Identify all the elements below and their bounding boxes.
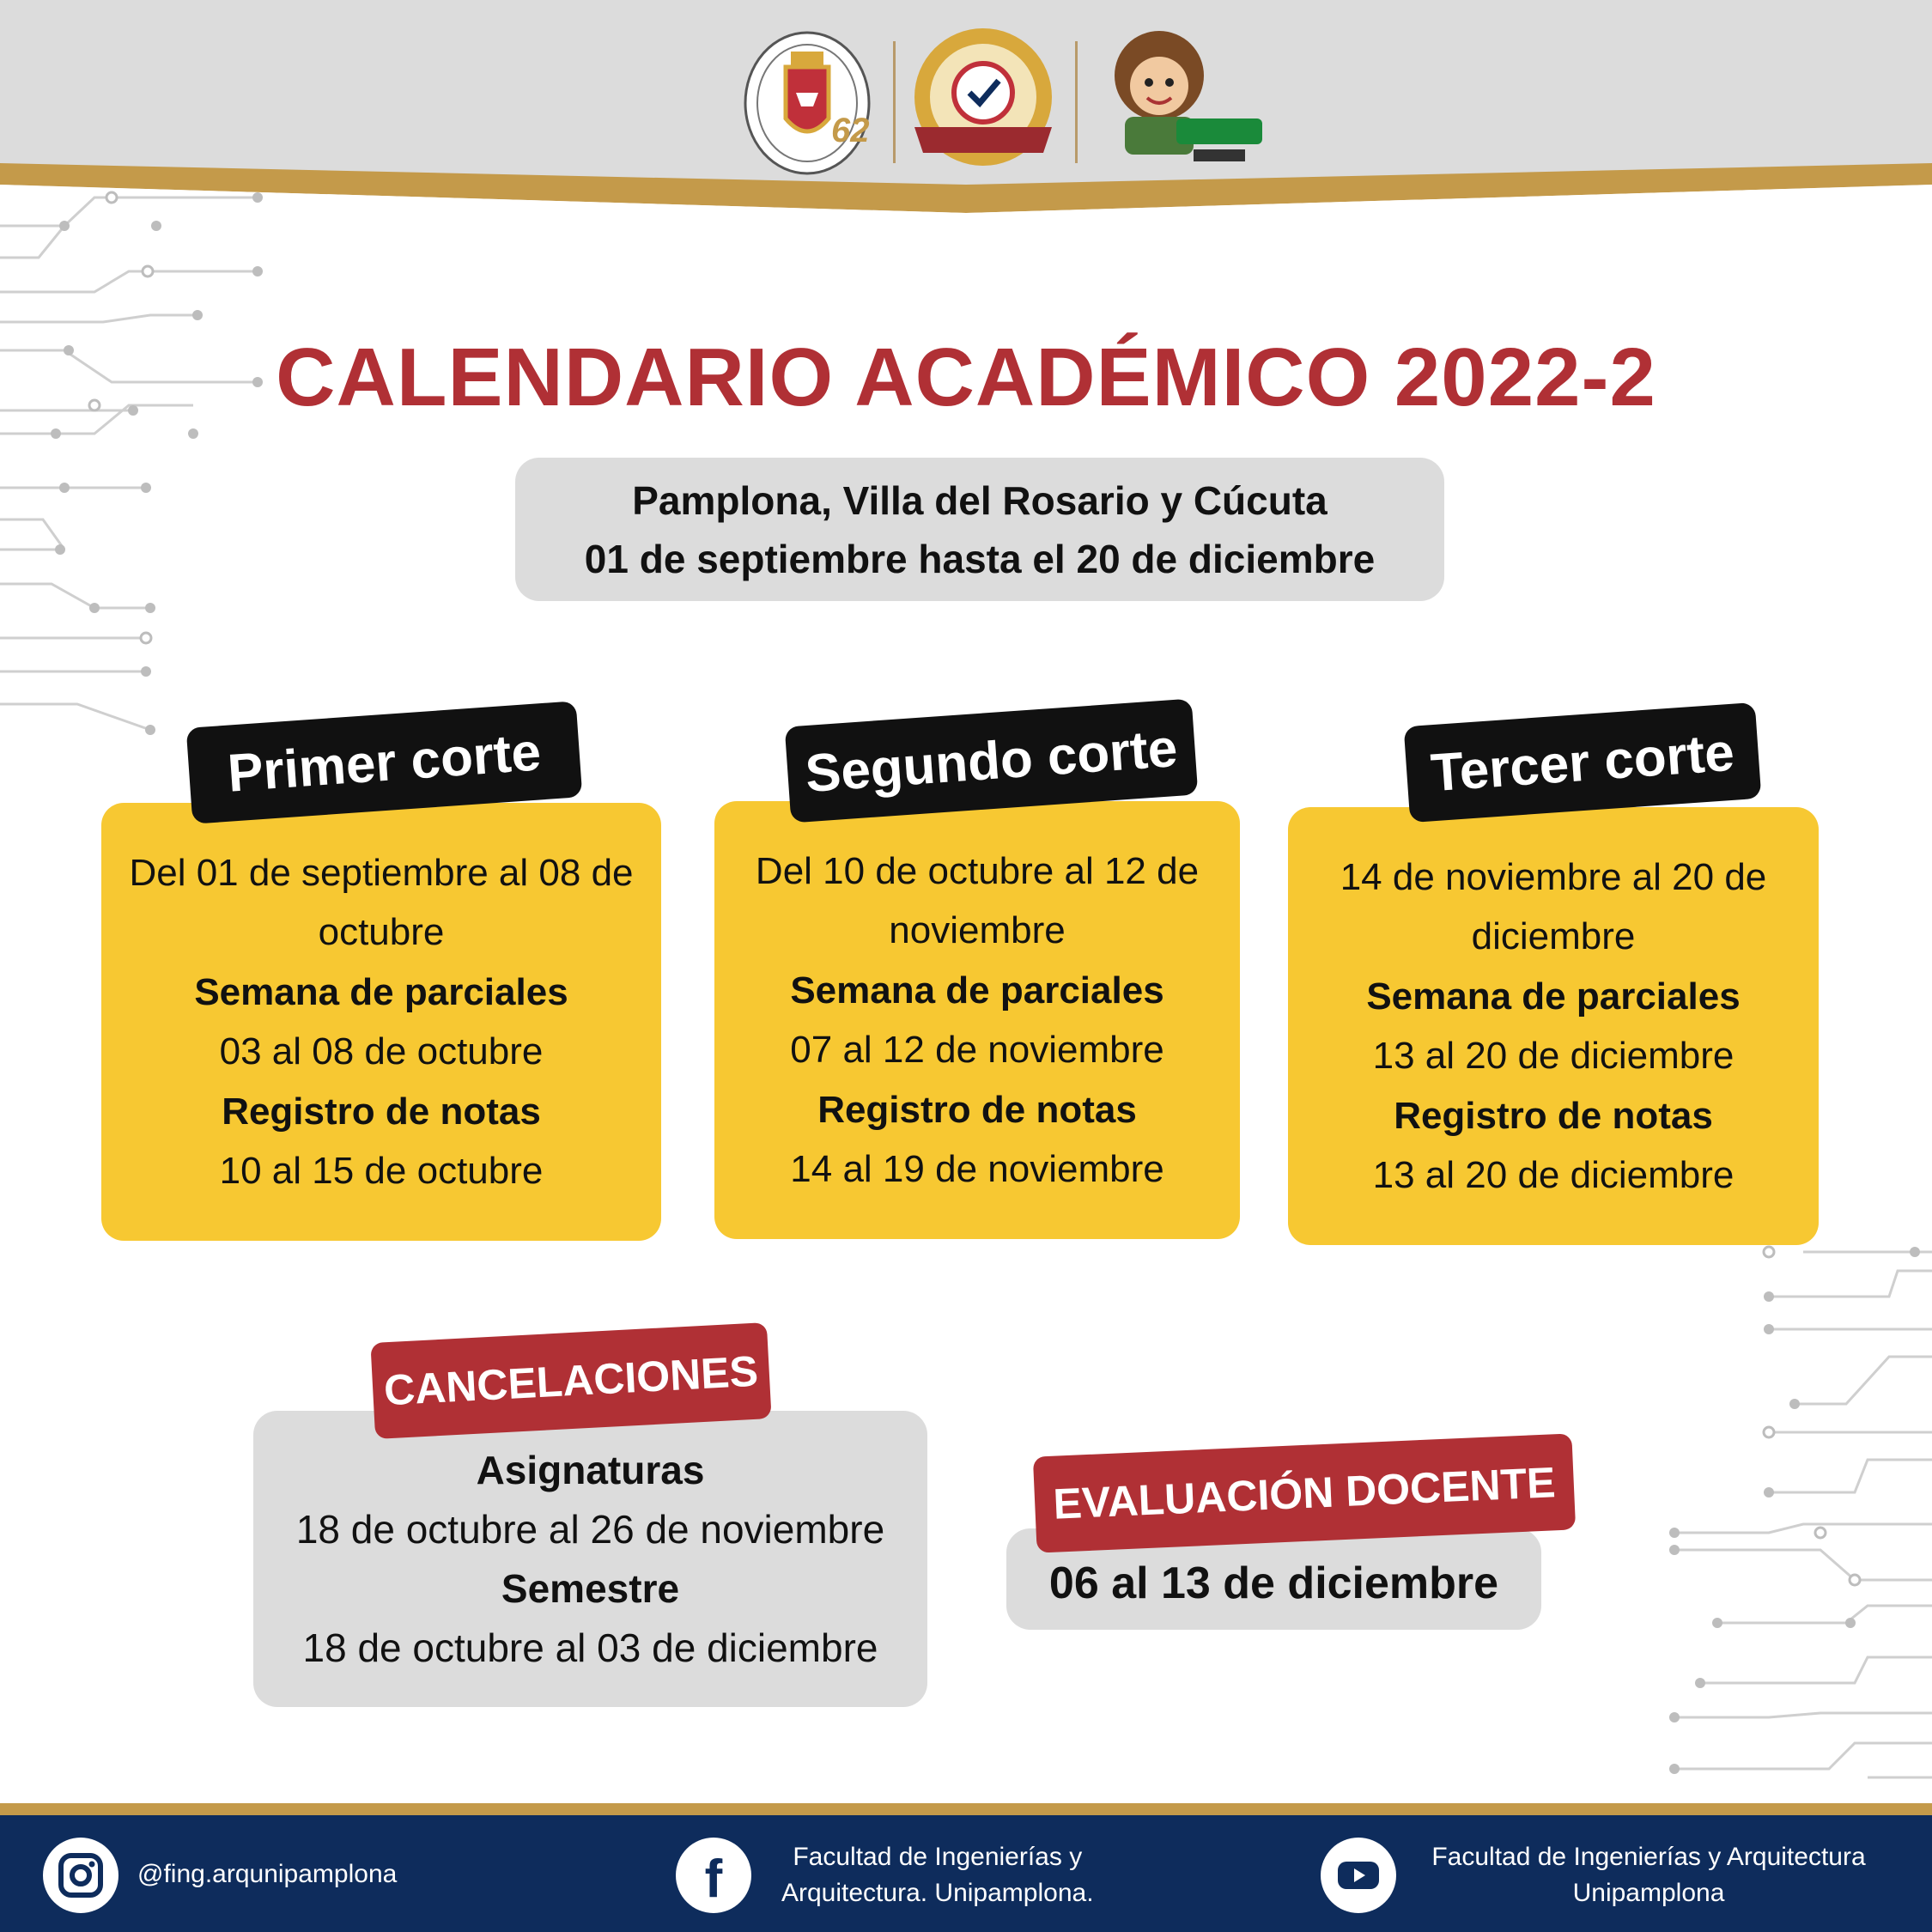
corte-tag-primer: Primer corte: [186, 701, 583, 823]
parciales-dates: 13 al 20 de diciembre: [1372, 1035, 1735, 1077]
facebook-page[interactable]: [781, 1839, 1094, 1911]
corte-range: noviembre: [889, 909, 1066, 951]
faculty-mascot-logo: [1091, 24, 1271, 179]
facebook-page-line: Facultad de Ingenierías y: [793, 1843, 1083, 1871]
corte-tag-segundo: Segundo corte: [785, 699, 1199, 823]
corte-card-tercer: [1288, 807, 1819, 1245]
instagram-icon[interactable]: [43, 1838, 118, 1913]
cancelaciones-tag: CANCELACIONES: [370, 1322, 771, 1439]
semestre-dates: 18 de octubre al 03 de diciembre: [302, 1625, 878, 1670]
campus-period-box: [515, 458, 1444, 601]
notas-dates: 13 al 20 de diciembre: [1372, 1154, 1735, 1196]
corte-card-primer: [101, 803, 661, 1241]
youtube-icon[interactable]: [1321, 1838, 1396, 1913]
youtube-channel[interactable]: [1408, 1839, 1889, 1911]
corte-range: octubre: [318, 911, 445, 953]
notas-label: Registro de notas: [817, 1088, 1137, 1131]
youtube-channel-line: Unipamplona: [1572, 1879, 1725, 1907]
corte-range: 14 de noviembre al 20 de: [1340, 855, 1767, 898]
logo-divider: [893, 41, 896, 163]
corte-range: Del 01 de septiembre al 08 de: [129, 851, 634, 894]
semestre-label: Semestre: [501, 1565, 680, 1611]
corte-card-segundo: [714, 801, 1240, 1239]
instagram-handle[interactable]: @fing.arqunipamplona: [137, 1860, 398, 1888]
youtube-channel-line: Facultad de Ingenierías y Arquitectura: [1431, 1843, 1866, 1871]
university-shield-logo: [734, 24, 880, 179]
evaluacion-dates: 06 al 13 de diciembre: [1048, 1558, 1499, 1608]
logo-divider: [1075, 41, 1078, 163]
campus-locations: Pamplona, Villa del Rosario y Cúcuta: [632, 477, 1327, 523]
parciales-label: Semana de parciales: [790, 969, 1164, 1012]
corte-tag-tercer: Tercer corte: [1404, 702, 1762, 823]
anniversary-years: 62: [831, 112, 870, 149]
notas-label: Registro de notas: [1394, 1094, 1713, 1137]
parciales-label: Semana de parciales: [194, 970, 568, 1013]
facebook-page-line: Arquitectura. Unipamplona.: [781, 1879, 1094, 1907]
asignaturas-dates: 18 de octubre al 26 de noviembre: [295, 1506, 885, 1552]
notas-dates: 10 al 15 de octubre: [219, 1150, 544, 1192]
parciales-dates: 03 al 08 de octubre: [219, 1030, 544, 1072]
facebook-icon[interactable]: f: [676, 1838, 751, 1913]
evaluacion-tag: EVALUACIÓN DOCENTE: [1033, 1433, 1576, 1552]
accreditation-seal-logo: [906, 24, 1060, 179]
asignaturas-label: Asignaturas: [476, 1447, 705, 1492]
footer-gold-line: [0, 1803, 1932, 1815]
corte-range: diciembre: [1471, 915, 1636, 957]
semester-period: 01 de septiembre hasta el 20 de diciembre: [584, 536, 1376, 581]
cancelaciones-box: [253, 1411, 927, 1707]
parciales-label: Semana de parciales: [1366, 975, 1741, 1018]
notas-label: Registro de notas: [222, 1090, 541, 1133]
notas-dates: 14 al 19 de noviembre: [790, 1148, 1164, 1190]
corte-range: Del 10 de octubre al 12 de: [755, 849, 1200, 892]
page-title: CALENDARIO ACADÉMICO 2022-2: [276, 331, 1656, 423]
parciales-dates: 07 al 12 de noviembre: [790, 1029, 1164, 1071]
